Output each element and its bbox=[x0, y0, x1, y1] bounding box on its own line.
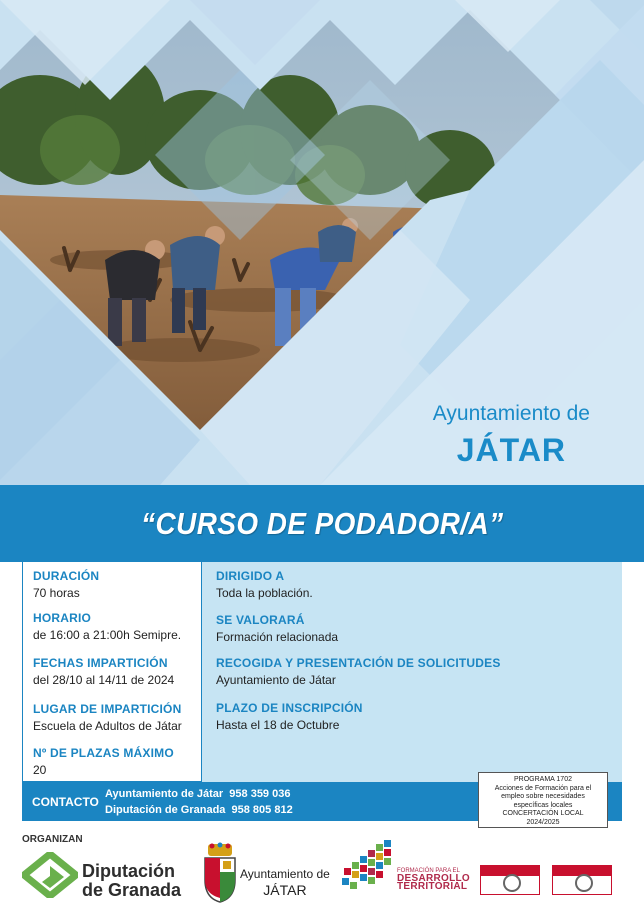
programa-box bbox=[478, 772, 608, 828]
field-value: Formación relacionada bbox=[216, 630, 339, 644]
diputacion-line1: Diputación bbox=[82, 861, 175, 881]
field-value: 20 bbox=[33, 763, 47, 777]
programa-line: Acciones de Formación para el bbox=[494, 784, 592, 792]
formacion-territorial-map-icon bbox=[338, 838, 402, 898]
ayto-line1: Ayuntamiento de bbox=[240, 867, 330, 881]
field-label: DIRIGIDO A bbox=[216, 569, 285, 583]
field-label: PLAZO DE INSCRIPCIÓN bbox=[216, 701, 363, 715]
formacion-logo-text bbox=[397, 867, 470, 891]
field-dirigido bbox=[216, 569, 313, 600]
field-value: 70 horas bbox=[33, 586, 80, 600]
programa-line: PROGRAMA 1702 bbox=[514, 776, 572, 783]
field-value: Ayuntamiento de Játar bbox=[216, 673, 336, 687]
diputacion-line2: de Granada bbox=[82, 880, 182, 900]
field-solicitudes bbox=[216, 656, 501, 687]
field-value: Toda la población. bbox=[216, 586, 313, 600]
course-title: “CURSO DE PODADOR/A” bbox=[140, 505, 504, 541]
certification-badge-icon bbox=[552, 865, 612, 895]
certification-badge-icon bbox=[480, 865, 540, 895]
field-label: Nº DE PLAZAS MÁXIMO bbox=[33, 746, 174, 760]
field-label: RECOGIDA Y PRESENTACIÓN DE SOLICITUDES bbox=[216, 656, 501, 670]
diputacion-logo-text bbox=[82, 862, 181, 900]
organizan-label: ORGANIZAN bbox=[22, 834, 83, 845]
field-duracion bbox=[33, 569, 99, 600]
field-label: SE VALORARÁ bbox=[216, 613, 305, 627]
org-prefix: Ayuntamiento de bbox=[432, 402, 590, 425]
programa-line: CONCERTACIÓN LOCAL bbox=[502, 810, 584, 818]
field-plazas bbox=[33, 746, 174, 777]
formacion-line2: DESARROLLO bbox=[397, 873, 470, 884]
organizer-title bbox=[433, 402, 590, 469]
field-fechas bbox=[33, 656, 174, 687]
field-label: DURACIÓN bbox=[33, 569, 100, 583]
course-title-band bbox=[0, 485, 644, 562]
contact-title: CONTACTO bbox=[32, 795, 99, 809]
contact-diputacion: Diputación de Granada 958 805 812 bbox=[105, 804, 293, 816]
field-value: del 28/10 al 14/11 de 2024 bbox=[33, 673, 175, 687]
formacion-line1: FORMACIÓN PARA EL bbox=[397, 868, 460, 874]
programa-line: 2024/2025 bbox=[526, 818, 560, 826]
field-value: Escuela de Adultos de Játar bbox=[33, 719, 182, 733]
field-plazo bbox=[216, 701, 363, 732]
programa-line: específicas locales bbox=[513, 801, 573, 809]
field-lugar bbox=[33, 702, 182, 733]
ayto-line2: JÁTAR bbox=[263, 882, 307, 898]
field-label: HORARIO bbox=[33, 611, 92, 625]
programa-line: empleo sobre necesidades bbox=[501, 793, 585, 801]
info-panel bbox=[22, 562, 622, 782]
contact-lines bbox=[105, 786, 293, 818]
field-label: LUGAR DE IMPARTICIÓN bbox=[33, 702, 182, 716]
field-value: de 16:00 a 21:00h Semipre. bbox=[33, 628, 182, 642]
jatar-coat-of-arms-icon bbox=[202, 842, 238, 904]
field-value: Hasta el 18 de Octubre bbox=[216, 718, 340, 732]
diputacion-logo-icon bbox=[22, 852, 78, 898]
field-label: FECHAS IMPARTICIÓN bbox=[33, 656, 168, 670]
field-horario bbox=[33, 611, 181, 642]
info-right-column bbox=[202, 562, 622, 782]
formacion-line3: TERRITORIAL bbox=[397, 881, 468, 892]
field-valorara bbox=[216, 613, 338, 644]
org-name: JÁTAR bbox=[456, 432, 567, 468]
contact-ayuntamiento: Ayuntamiento de Játar 958 359 036 bbox=[105, 788, 291, 800]
ayuntamiento-logo-text bbox=[240, 866, 330, 898]
info-left-column bbox=[22, 562, 202, 782]
